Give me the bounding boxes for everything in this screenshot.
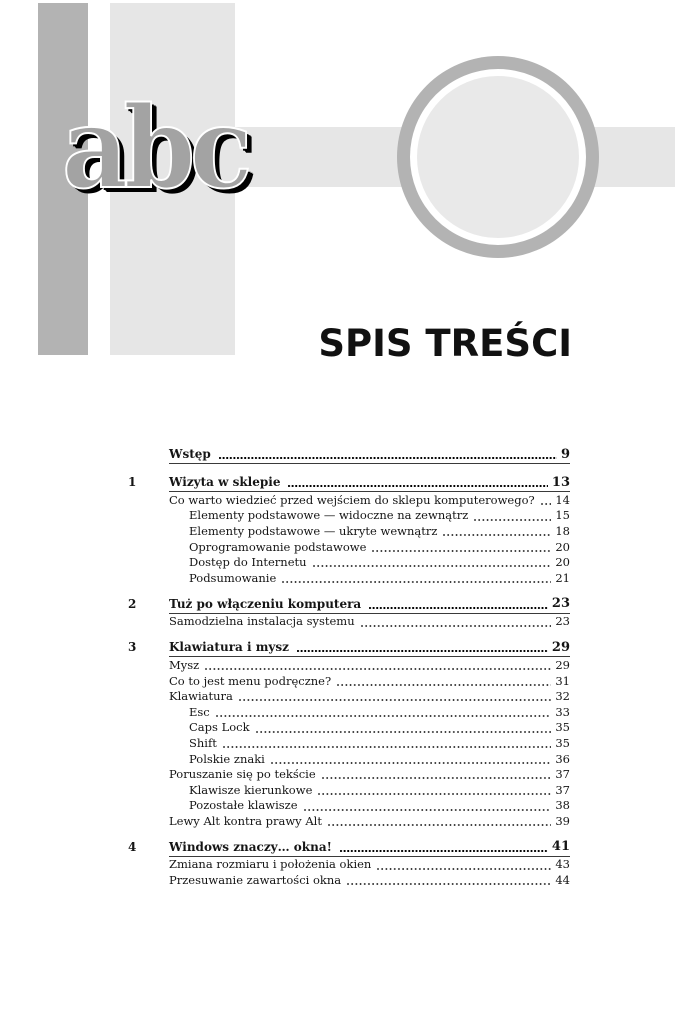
page-number: 14 [555, 492, 570, 507]
toc-section-row [128, 492, 570, 508]
dot-leader [337, 673, 551, 689]
dot-leader [304, 798, 552, 814]
toc-section-row [128, 872, 570, 888]
chapter-number: 3 [128, 640, 137, 655]
entry-title: Elementy podstawowe — widoczne na zewnątrz [189, 508, 469, 523]
entry-title: Klawisze kierunkowe [189, 782, 313, 797]
toc-chapter-row [128, 837, 570, 857]
entry-title: Wstęp [169, 447, 211, 461]
page-number: 36 [555, 751, 570, 766]
page-number: 32 [555, 689, 570, 704]
toc-chapter-row [128, 594, 570, 614]
page-number: 18 [555, 523, 570, 538]
toc-subsection-row [128, 720, 570, 736]
entry-title: Polskie znaki [189, 751, 265, 766]
toc-subsection-row [128, 508, 570, 524]
entry-title: Oprogramowanie podstawowe [189, 539, 367, 554]
toc-section-row [128, 614, 570, 630]
toc-subsection-row [128, 704, 570, 720]
dot-leader [541, 492, 552, 508]
dot-leader [223, 735, 552, 751]
dot-leader [377, 857, 551, 873]
page-number: 20 [555, 539, 570, 554]
page-number: 9 [560, 446, 570, 462]
toc-subsection-row [128, 782, 570, 798]
toc-chapter-row [128, 637, 570, 657]
toc-section-row [128, 688, 570, 704]
page-number: 37 [555, 782, 570, 797]
page-number: 15 [555, 508, 570, 523]
toc-section-row [128, 766, 570, 782]
toc-chapter-row [128, 444, 570, 464]
page-number: 13 [551, 474, 570, 490]
entry-title: Podsumowanie [189, 570, 277, 585]
dot-leader [313, 554, 552, 570]
entry-title: Shift [189, 735, 217, 750]
entry-title: Esc [189, 704, 210, 719]
dot-leader [369, 594, 548, 614]
entry-title: Co to jest menu podręczne? [169, 673, 332, 688]
dot-leader [239, 688, 551, 704]
entry-title: Zmiana rozmiaru i położenia okien [169, 857, 372, 872]
entry-title: Co warto wiedzieć przed wejściem do sklepu komputerowego? [169, 492, 535, 507]
table-of-contents [128, 444, 570, 888]
entry-title: Caps Lock [189, 720, 250, 735]
dot-leader [328, 813, 551, 829]
toc-section-row [128, 657, 570, 673]
dot-leader [318, 782, 551, 798]
dot-leader [271, 751, 552, 767]
entry-title: Poruszanie się po tekście [169, 767, 316, 782]
entry-title: Klawiatura i mysz [169, 640, 289, 655]
page-number: 38 [555, 798, 570, 813]
dot-leader [205, 657, 551, 673]
dot-leader [256, 720, 552, 736]
toc-subsection-row [128, 798, 570, 814]
page-number: 20 [555, 555, 570, 570]
page-number: 43 [555, 857, 570, 872]
toc-subsection-row [128, 751, 570, 767]
page-number: 29 [555, 657, 570, 672]
toc-section-row [128, 673, 570, 689]
page-number: 21 [555, 570, 570, 585]
toc-subsection-row [128, 735, 570, 751]
toc-subsection-row [128, 570, 570, 586]
entry-title: Pozostałe klawisze [189, 798, 298, 813]
entry-title: Mysz [169, 657, 200, 672]
dot-leader [282, 570, 551, 586]
entry-title: Elementy podstawowe — ukryte wewnątrz [189, 523, 438, 538]
dot-leader [297, 637, 548, 657]
dot-leader [347, 872, 551, 888]
toc-subsection-row [128, 523, 570, 539]
page-number: 33 [555, 704, 570, 719]
chapter-number: 4 [128, 839, 137, 854]
dot-leader [219, 444, 557, 464]
page-number: 23 [555, 614, 570, 629]
toc-section-row [128, 857, 570, 873]
page-number: 44 [555, 873, 570, 888]
toc-subsection-row [128, 539, 570, 555]
page-number: 35 [555, 735, 570, 750]
dot-leader [361, 614, 552, 630]
page-number: 31 [555, 673, 570, 688]
dot-leader [322, 766, 552, 782]
entry-title: Tuż po włączeniu komputera [169, 596, 362, 611]
entry-title: Klawiatura [169, 689, 233, 704]
chapter-number: 1 [128, 475, 137, 489]
dot-leader [288, 472, 547, 492]
dot-leader [372, 539, 551, 555]
dot-leader [443, 523, 551, 539]
chapter-number: 2 [128, 596, 137, 611]
page-number: 41 [551, 839, 570, 855]
dot-leader [340, 837, 548, 857]
entry-title: Przesuwanie zawartości okna [169, 873, 342, 888]
entry-title: Lewy Alt kontra prawy Alt [169, 813, 322, 828]
page-number: 37 [555, 767, 570, 782]
dot-leader [216, 704, 552, 720]
page-number: 35 [555, 720, 570, 735]
abc-logo: abc [62, 83, 247, 214]
entry-title: Wizyta w sklepie [169, 475, 281, 489]
toc-chapter-row [128, 472, 570, 492]
dot-leader [474, 508, 551, 524]
page-number: 39 [555, 813, 570, 828]
toc-subsection-row [128, 554, 570, 570]
entry-title: Samodzielna instalacja systemu [169, 614, 355, 629]
decor-ring-inner [417, 76, 579, 238]
entry-title: Windows znaczy… okna! [169, 839, 332, 854]
toc-section-row [128, 813, 570, 829]
page-number: 23 [551, 596, 570, 612]
page-title: SPIS TREŚCI [318, 322, 572, 365]
entry-title: Dostęp do Internetu [189, 555, 307, 570]
page-number: 29 [551, 639, 570, 655]
